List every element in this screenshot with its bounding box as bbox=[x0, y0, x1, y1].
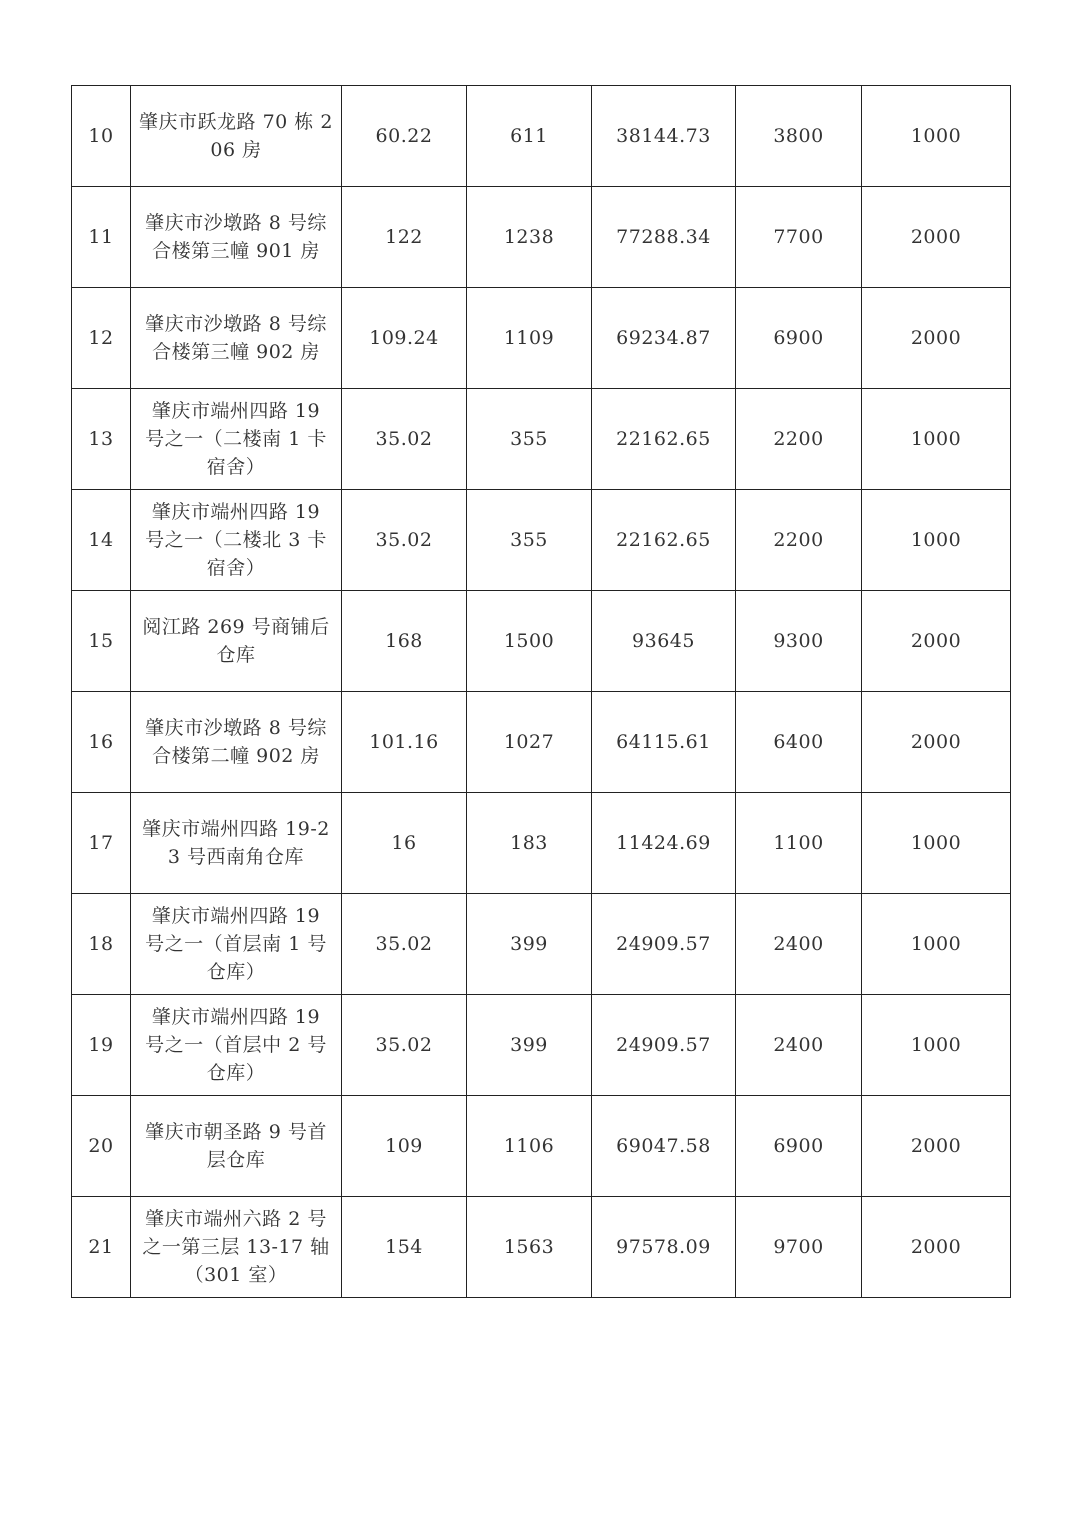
table-row bbox=[72, 793, 1011, 894]
value-cell-5: 3800 bbox=[736, 86, 862, 187]
area-cell: 35.02 bbox=[342, 894, 467, 995]
value-cell-5: 1100 bbox=[736, 793, 862, 894]
value-cell-6: 2000 bbox=[862, 692, 1011, 793]
row-number-cell: 12 bbox=[72, 288, 131, 389]
address-cell: 肇庆市朝圣路 9 号首层仓库 bbox=[131, 1096, 342, 1197]
row-number-cell: 10 bbox=[72, 86, 131, 187]
address-cell: 肇庆市沙墩路 8 号综合楼第二幢 902 房 bbox=[131, 692, 342, 793]
address-cell: 阅江路 269 号商铺后仓库 bbox=[131, 591, 342, 692]
value-cell-5: 2200 bbox=[736, 490, 862, 591]
address-cell: 肇庆市端州四路 19 号之一（二楼北 3 卡宿舍） bbox=[131, 490, 342, 591]
value-cell-6: 2000 bbox=[862, 1197, 1011, 1298]
value-cell-5: 9700 bbox=[736, 1197, 862, 1298]
area-cell: 109.24 bbox=[342, 288, 467, 389]
value-cell-3: 1500 bbox=[467, 591, 592, 692]
table-row bbox=[72, 490, 1011, 591]
value-cell-4: 77288.34 bbox=[592, 187, 736, 288]
table-row bbox=[72, 86, 1011, 187]
value-cell-3: 183 bbox=[467, 793, 592, 894]
row-number-cell: 16 bbox=[72, 692, 131, 793]
table-row bbox=[72, 187, 1011, 288]
row-number-cell: 18 bbox=[72, 894, 131, 995]
value-cell-3: 611 bbox=[467, 86, 592, 187]
value-cell-3: 355 bbox=[467, 389, 592, 490]
value-cell-3: 1106 bbox=[467, 1096, 592, 1197]
property-table bbox=[71, 85, 1011, 1298]
area-cell: 168 bbox=[342, 591, 467, 692]
address-cell: 肇庆市端州四路 19 号之一（首层中 2 号仓库） bbox=[131, 995, 342, 1096]
row-number-cell: 19 bbox=[72, 995, 131, 1096]
value-cell-3: 1563 bbox=[467, 1197, 592, 1298]
table-row bbox=[72, 591, 1011, 692]
value-cell-6: 2000 bbox=[862, 1096, 1011, 1197]
area-cell: 109 bbox=[342, 1096, 467, 1197]
table-row bbox=[72, 389, 1011, 490]
row-number-cell: 21 bbox=[72, 1197, 131, 1298]
value-cell-6: 2000 bbox=[862, 288, 1011, 389]
address-cell: 肇庆市跃龙路 70 栋 206 房 bbox=[131, 86, 342, 187]
table-row bbox=[72, 995, 1011, 1096]
area-cell: 154 bbox=[342, 1197, 467, 1298]
value-cell-6: 1000 bbox=[862, 86, 1011, 187]
row-number-cell: 11 bbox=[72, 187, 131, 288]
value-cell-4: 69047.58 bbox=[592, 1096, 736, 1197]
value-cell-3: 399 bbox=[467, 995, 592, 1096]
area-cell: 35.02 bbox=[342, 995, 467, 1096]
table-row bbox=[72, 894, 1011, 995]
value-cell-6: 1000 bbox=[862, 793, 1011, 894]
value-cell-5: 9300 bbox=[736, 591, 862, 692]
value-cell-5: 6900 bbox=[736, 288, 862, 389]
area-cell: 35.02 bbox=[342, 389, 467, 490]
value-cell-5: 7700 bbox=[736, 187, 862, 288]
row-number-cell: 20 bbox=[72, 1096, 131, 1197]
address-cell: 肇庆市端州四路 19-23 号西南角仓库 bbox=[131, 793, 342, 894]
value-cell-5: 2400 bbox=[736, 894, 862, 995]
value-cell-4: 24909.57 bbox=[592, 995, 736, 1096]
value-cell-3: 1238 bbox=[467, 187, 592, 288]
value-cell-4: 24909.57 bbox=[592, 894, 736, 995]
area-cell: 101.16 bbox=[342, 692, 467, 793]
table-row bbox=[72, 288, 1011, 389]
area-cell: 35.02 bbox=[342, 490, 467, 591]
value-cell-4: 97578.09 bbox=[592, 1197, 736, 1298]
value-cell-5: 2400 bbox=[736, 995, 862, 1096]
value-cell-6: 1000 bbox=[862, 389, 1011, 490]
address-cell: 肇庆市沙墩路 8 号综合楼第三幢 902 房 bbox=[131, 288, 342, 389]
value-cell-4: 38144.73 bbox=[592, 86, 736, 187]
value-cell-4: 11424.69 bbox=[592, 793, 736, 894]
value-cell-5: 6900 bbox=[736, 1096, 862, 1197]
table-row bbox=[72, 1197, 1011, 1298]
row-number-cell: 17 bbox=[72, 793, 131, 894]
row-number-cell: 14 bbox=[72, 490, 131, 591]
address-cell: 肇庆市沙墩路 8 号综合楼第三幢 901 房 bbox=[131, 187, 342, 288]
row-number-cell: 13 bbox=[72, 389, 131, 490]
value-cell-4: 69234.87 bbox=[592, 288, 736, 389]
area-cell: 60.22 bbox=[342, 86, 467, 187]
value-cell-4: 22162.65 bbox=[592, 389, 736, 490]
value-cell-6: 1000 bbox=[862, 995, 1011, 1096]
value-cell-3: 355 bbox=[467, 490, 592, 591]
address-cell: 肇庆市端州四路 19 号之一（二楼南 1 卡宿舍） bbox=[131, 389, 342, 490]
value-cell-5: 2200 bbox=[736, 389, 862, 490]
value-cell-6: 2000 bbox=[862, 591, 1011, 692]
table-body bbox=[72, 86, 1011, 1298]
value-cell-3: 1027 bbox=[467, 692, 592, 793]
area-cell: 16 bbox=[342, 793, 467, 894]
value-cell-5: 6400 bbox=[736, 692, 862, 793]
value-cell-6: 1000 bbox=[862, 894, 1011, 995]
value-cell-3: 1109 bbox=[467, 288, 592, 389]
row-number-cell: 15 bbox=[72, 591, 131, 692]
area-cell: 122 bbox=[342, 187, 467, 288]
value-cell-6: 1000 bbox=[862, 490, 1011, 591]
table-row bbox=[72, 1096, 1011, 1197]
address-cell: 肇庆市端州六路 2 号之一第三层 13-17 轴（301 室） bbox=[131, 1197, 342, 1298]
address-cell: 肇庆市端州四路 19 号之一（首层南 1 号仓库） bbox=[131, 894, 342, 995]
value-cell-3: 399 bbox=[467, 894, 592, 995]
value-cell-4: 64115.61 bbox=[592, 692, 736, 793]
table-row bbox=[72, 692, 1011, 793]
value-cell-4: 93645 bbox=[592, 591, 736, 692]
value-cell-4: 22162.65 bbox=[592, 490, 736, 591]
value-cell-6: 2000 bbox=[862, 187, 1011, 288]
